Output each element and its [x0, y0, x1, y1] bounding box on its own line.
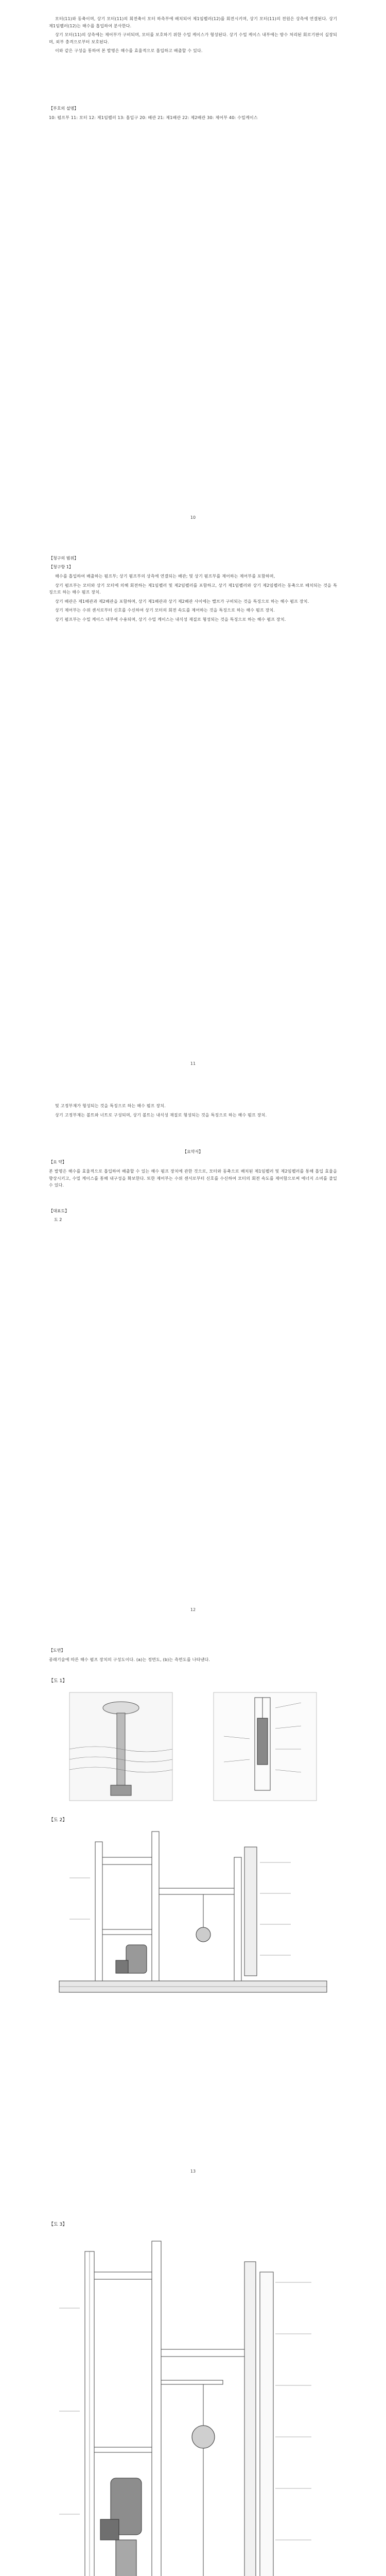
paragraph: 상기 펌프부는 수밀 케이스 내부에 수용되며, 상기 수밀 케이스는 내식성 재질로 형성되는 것을 특징으로 하는 해수 펌프 장치.	[55, 617, 286, 622]
section-title: 【부호의 설명】	[49, 106, 79, 111]
page-number: 10	[190, 515, 196, 520]
figure-3-drawing	[49, 2231, 337, 2576]
figure-1-drawing	[49, 1687, 337, 1806]
paragraph: 상기 제어부는 수위 센서로부터 신호를 수신하여 상기 모터의 회전 속도를 제어하는 것을 특징으로 하는 해수 펌프 장치.	[55, 608, 275, 613]
document-page-4	[0, 1638, 386, 2184]
claims-title: 【청구의 범위】	[49, 556, 79, 561]
summary-title: 【요 약】	[49, 1160, 66, 1164]
paragraph: 상기 배관은 제1배관과 제2배관을 포함하며, 상기 제1배관과 상기 제2배관 사이에는 밸브가 구비되는 것을 특징으로 하는 해수 펌프 장치.	[55, 599, 309, 604]
paragraph: 상기 펌프부는 모터와 상기 모터에 의해 회전하는 제1임펠러 및 제2임펠러를 포함하고, 상기 제1임펠러와 상기 제2임펠러는 동축으로 배치되는 것을 특징으로 하는 해수 펌프 장치.	[49, 583, 337, 595]
rep-fig-title: 【대표도】	[49, 1209, 69, 1213]
summary-text: 본 발명은 해수를 효율적으로 흡입하여 배출할 수 있는 해수 펌프 장치에 관한 것으로, 모터와 동축으로 배치된 제1임펠러 및 제2임펠러를 통해 흡입 효율을 향상시키고, 수밀 케이스를 통해 내구성을 확보한다. 또한 제어부는 수위 센서로부터 신호를 수신하여 모터의 회전 속도를 제어함으로써 에너지 소비를 줄일 수 있다.	[49, 1169, 337, 1188]
figure-caption: 종래기술에 따른 해수 펌프 장치의 구성도이다. (a)는 정면도, (b)는 측면도를 나타낸다.	[49, 1657, 210, 1662]
drawings-title: 【도면】	[49, 1648, 65, 1653]
rep-fig-value: 도 2	[54, 1217, 62, 1222]
paragraph: 상기 모터(11)의 상측에는 제어부가 구비되며, 모터를 보호하기 위한 수밀 케이스가 형성된다. 상기 수밀 케이스 내부에는 방수 처리된 회로기판이 실장되며, 외부 충격으로부터 보호된다.	[49, 32, 337, 44]
body-text	[49, 15, 337, 57]
document-page-2	[0, 546, 386, 1082]
document-page-5	[0, 2190, 386, 2576]
claim-title: 【청구항 1】	[49, 565, 73, 569]
document-page-1	[0, 0, 386, 536]
paragraph: 해수를 흡입하여 배출하는 펌프부; 상기 펌프부의 상측에 연결되는 배관; 및 상기 펌프부를 제어하는 제어부를 포함하며,	[55, 574, 275, 579]
figure-label: 【도 3】	[49, 2222, 67, 2227]
paragraph: 및 고정부재가 형성되는 것을 특징으로 하는 해수 펌프 장치.	[55, 1104, 166, 1108]
page-number: 13	[190, 2169, 196, 2174]
claims-text	[49, 1103, 337, 1121]
paragraph: 이와 같은 구성을 통하여 본 발명은 해수를 효율적으로 흡입하고 배출할 수 있다.	[55, 48, 203, 53]
page-number: 12	[190, 1607, 196, 1612]
reference-list: 10: 펌프부 11: 모터 12: 제1임펠러 13: 흡입구 20: 배관 21: 제1배관 22: 제2배관 30: 제어부 40: 수밀케이스	[49, 115, 258, 120]
figure-label: 【도 1】	[49, 1679, 67, 1684]
figure-label: 【도 2】	[49, 1818, 67, 1823]
page-number: 11	[190, 1061, 196, 1066]
figure-2-drawing	[49, 1826, 337, 1996]
abstract-title: 【요약서】	[183, 1149, 203, 1154]
document-page-3	[0, 1092, 386, 1628]
paragraph: 모터(11)와 동축이며, 상기 모터(11)의 회전축이 모터 하측부에 배치되어 제1임펠러(12)를 회전시키며, 상기 모터(11)의 전원은 상측에 연결된다. 상기 제1임펠러(12)는 해수를 흡입하여 분사한다.	[49, 16, 337, 28]
paragraph: 상기 고정부재는 볼트와 너트로 구성되며, 상기 볼트는 내식성 재질로 형성되는 것을 특징으로 하는 해수 펌프 장치.	[55, 1112, 267, 1117]
claims-text	[49, 573, 337, 625]
